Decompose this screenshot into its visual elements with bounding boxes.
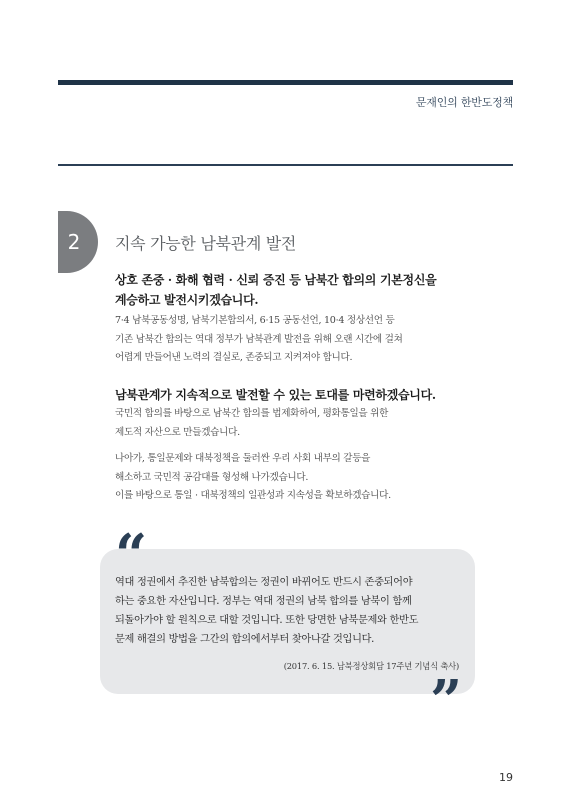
body-line: 해소하고 국민적 공감대를 형성해 나가겠습니다. <box>115 471 309 483</box>
quote-line: 문제 해결의 방법을 그간의 합의에서부터 찾아나갈 것입니다. <box>115 634 375 645</box>
header-rule-bottom <box>58 164 513 166</box>
block-1-lead <box>115 270 475 310</box>
body-line: 이를 바탕으로 통일 · 대북정책의 일관성과 지속성을 확보하겠습니다. <box>115 490 391 501</box>
open-quote-icon: “ <box>115 522 148 588</box>
body-line: 제도적 자산으로 만들겠습니다. <box>115 426 240 438</box>
header-rule-top <box>58 80 513 85</box>
page-number: 19 <box>499 771 513 784</box>
running-header-title: 문재인의 한반도정책 <box>415 96 513 109</box>
block-2-body <box>115 405 475 442</box>
quote-line: 역대 정권에서 추진한 남북합의는 정권이 바뀌어도 반드시 존중되어야 <box>115 577 413 588</box>
body-line: 어렵게 만들어낸 노력의 결실로, 존중되고 지켜져야 합니다. <box>115 352 353 363</box>
section-title: 지속 가능한 남북관계 발전 <box>115 234 297 253</box>
policy-block-1 <box>115 270 475 368</box>
quote-line: 되돌아가야 할 원칙으로 대할 것입니다. 또한 당면한 남북문제와 한반도 <box>115 615 419 626</box>
body-line: 기존 남북간 합의는 역대 정부가 남북관계 발전을 위해 오랜 시간에 걸쳐 <box>115 333 403 345</box>
section-number-badge <box>58 211 98 273</box>
body-line: 국민적 합의를 바탕으로 남북간 합의를 법제화하여, 평화통일을 위한 <box>115 408 389 419</box>
lead-line: 계승하고 발전시키겠습니다. <box>115 293 259 307</box>
close-quote-icon: ” <box>430 668 463 734</box>
section-number: 2 <box>67 230 81 254</box>
lead-line: 상호 존중 · 화해 협력 · 신뢰 증진 등 남북간 합의의 기본정신을 <box>115 273 437 287</box>
quote-text <box>115 573 467 649</box>
block-1-body <box>115 312 475 368</box>
quote-source: (2017. 6. 15. 남북정상회담 17주년 기념식 축사) <box>283 661 459 671</box>
lead-line: 남북관계가 지속적으로 발전할 수 있는 토대를 마련하겠습니다. <box>115 388 436 402</box>
quote-line: 하는 중요한 자산입니다. 정부는 역대 정권의 남북 합의를 남북이 함께 <box>115 596 412 607</box>
body-line: 나아가, 통일문제와 대북정책을 둘러싼 우리 사회 내부의 갈등을 <box>115 453 371 464</box>
body-line: 7·4 남북공동성명, 남북기본합의서, 6·15 공동선언, 10·4 정상선언 등 <box>115 315 395 326</box>
block-2-body-continued <box>115 450 475 506</box>
block-2-lead <box>115 385 475 405</box>
policy-block-2 <box>115 385 475 506</box>
